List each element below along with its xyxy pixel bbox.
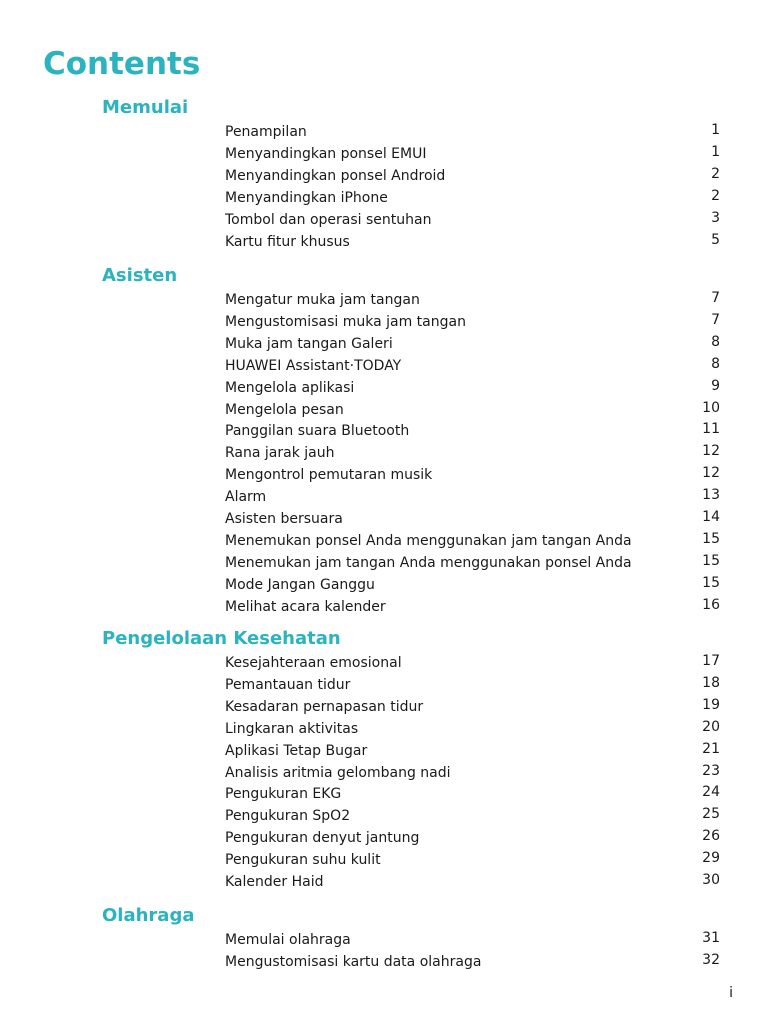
toc-entry-label[interactable]: Menyandingkan ponsel EMUI <box>225 145 427 162</box>
toc-entry[interactable] <box>0 420 768 442</box>
toc-entry[interactable] <box>0 486 768 508</box>
toc-entry-page[interactable]: 5 <box>711 231 720 248</box>
toc-entry[interactable] <box>0 355 768 377</box>
toc-entry-page[interactable]: 9 <box>711 377 720 394</box>
toc-entry-label[interactable]: Mengelola aplikasi <box>225 379 355 396</box>
section-title: Memulai <box>102 97 189 118</box>
toc-entry[interactable] <box>0 552 768 574</box>
toc-entry[interactable] <box>0 871 768 893</box>
toc-entry[interactable] <box>0 783 768 805</box>
toc-entry[interactable] <box>0 143 768 165</box>
toc-entry-page[interactable]: 8 <box>711 333 720 350</box>
section-title: Olahraga <box>102 905 195 926</box>
toc-entry[interactable] <box>0 464 768 486</box>
toc-entry[interactable] <box>0 827 768 849</box>
toc-entry-page[interactable]: 2 <box>711 187 720 204</box>
toc-entry-page[interactable]: 7 <box>711 290 720 306</box>
toc-entry-label[interactable]: Pemantauan tidur <box>225 676 351 693</box>
toc-entry-label[interactable]: Alarm <box>225 489 267 506</box>
toc-entry[interactable] <box>0 209 768 231</box>
toc-entry-page[interactable]: 7 <box>711 311 720 328</box>
toc-entry-label[interactable]: Muka jam tangan Galeri <box>225 335 393 352</box>
toc-entry-page[interactable]: 12 <box>702 443 720 460</box>
toc-entry-page[interactable]: 32 <box>702 951 720 968</box>
toc-entry-label[interactable]: Pengukuran denyut jantung <box>225 830 420 847</box>
toc-entry-page[interactable]: 16 <box>702 596 720 613</box>
toc-entry-label[interactable]: Panggilan suara Bluetooth <box>225 423 410 440</box>
toc-entry-label[interactable]: Melihat acara kalender <box>225 598 386 615</box>
page-number: i <box>729 985 733 1001</box>
toc-entry[interactable] <box>0 508 768 530</box>
toc-entry-label[interactable]: Lingkaran aktivitas <box>225 720 359 737</box>
toc-entry-label[interactable]: Mengelola pesan <box>225 401 344 418</box>
toc-entry-page[interactable]: 2 <box>711 165 720 182</box>
toc-entry-label[interactable]: Menyandingkan ponsel Android <box>225 167 446 184</box>
toc-entry[interactable] <box>0 187 768 209</box>
toc-entry-page[interactable]: 18 <box>702 674 720 691</box>
toc-entry-label[interactable]: Analisis aritmia gelombang nadi <box>225 764 451 781</box>
toc-entry[interactable] <box>0 399 768 421</box>
toc-entry-label[interactable]: Kalender Haid <box>225 874 324 890</box>
toc-entry-page[interactable]: 14 <box>702 509 720 525</box>
toc-entry-label[interactable]: Mengustomisasi kartu data olahraga <box>225 953 482 970</box>
toc-entry-page[interactable]: 1 <box>711 122 720 138</box>
toc-entry-page[interactable]: 24 <box>702 784 720 801</box>
toc-entry-label[interactable]: Kesadaran pernapasan tidur <box>225 698 424 715</box>
toc-entry[interactable] <box>0 849 768 871</box>
toc-entry-label[interactable]: Pengukuran suhu kulit <box>225 852 381 869</box>
toc-entry-label[interactable]: Pengukuran SpO2 <box>225 808 351 825</box>
toc-entry-label[interactable]: Tombol dan operasi sentuhan <box>225 211 432 228</box>
toc-entry-label[interactable]: Pengukuran EKG <box>225 786 342 803</box>
toc-entry-label[interactable]: Mengatur muka jam tangan <box>225 292 420 308</box>
toc-entry[interactable] <box>0 333 768 355</box>
toc-entry[interactable] <box>0 530 768 552</box>
toc-entry[interactable] <box>0 805 768 827</box>
toc-entry-page[interactable]: 23 <box>702 762 720 779</box>
toc-entry-label[interactable]: Menyandingkan iPhone <box>225 189 388 206</box>
toc-entry-page[interactable]: 31 <box>702 930 720 946</box>
toc-entry-label[interactable]: Kesejahteraan emosional <box>225 655 402 671</box>
toc-entry-page[interactable]: 29 <box>702 850 720 867</box>
toc-entry-page[interactable]: 15 <box>702 552 720 569</box>
toc-entry[interactable] <box>0 740 768 762</box>
toc-entry-page[interactable]: 26 <box>702 828 720 845</box>
toc-entry-label[interactable]: Mengontrol pemutaran musik <box>225 467 433 484</box>
toc-entry-page[interactable]: 3 <box>711 209 720 226</box>
toc-entry-label[interactable]: Asisten bersuara <box>225 511 343 527</box>
toc-entry-label[interactable]: Rana jarak jauh <box>225 445 335 462</box>
toc-entry-page[interactable]: 19 <box>702 696 720 713</box>
toc-entry[interactable] <box>0 718 768 740</box>
toc-entry-page[interactable]: 25 <box>702 806 720 823</box>
toc-entry-label[interactable]: Penampilan <box>225 124 307 140</box>
toc-entry-label[interactable]: Aplikasi Tetap Bugar <box>225 742 368 759</box>
toc-entry[interactable] <box>0 762 768 784</box>
toc-entry[interactable] <box>0 289 768 311</box>
page-title: Contents <box>43 46 201 82</box>
toc-entry-label[interactable]: Mengustomisasi muka jam tangan <box>225 313 466 330</box>
toc-entry-page[interactable]: 8 <box>711 355 720 372</box>
toc-entry[interactable] <box>0 311 768 333</box>
toc-entry[interactable] <box>0 674 768 696</box>
toc-entry-page[interactable]: 11 <box>702 421 720 438</box>
toc-entry[interactable] <box>0 442 768 464</box>
toc-entry-page[interactable]: 13 <box>702 487 720 504</box>
toc-entry-page[interactable]: 17 <box>702 653 720 669</box>
toc-entry-page[interactable]: 21 <box>702 740 720 757</box>
toc-entry-label[interactable]: Memulai olahraga <box>225 932 351 948</box>
toc-entry[interactable] <box>0 165 768 187</box>
section-title: Pengelolaan Kesehatan <box>102 628 341 649</box>
toc-entry[interactable] <box>0 696 768 718</box>
toc-entry[interactable] <box>0 951 768 973</box>
toc-entry[interactable] <box>0 377 768 399</box>
toc-entry-page[interactable]: 15 <box>702 530 720 547</box>
toc-entry-page[interactable]: 12 <box>702 465 720 482</box>
toc-entry-page[interactable]: 15 <box>702 574 720 591</box>
toc-entry-label[interactable]: HUAWEI Assistant·TODAY <box>225 357 402 374</box>
toc-entry-page[interactable]: 20 <box>702 718 720 735</box>
toc-entry[interactable] <box>0 652 768 674</box>
toc-entry[interactable] <box>0 596 768 618</box>
toc-entry-label[interactable]: Menemukan ponsel Anda menggunakan jam tangan Anda <box>225 532 632 549</box>
toc-entry[interactable] <box>0 121 768 143</box>
toc-entry-page[interactable]: 10 <box>702 399 720 416</box>
toc-entry[interactable] <box>0 929 768 951</box>
toc-entry[interactable] <box>0 231 768 253</box>
toc-entry-label[interactable]: Menemukan jam tangan Anda menggunakan ponsel Anda <box>225 554 632 571</box>
toc-entry-page[interactable]: 1 <box>711 143 720 160</box>
toc-entry-label[interactable]: Kartu fitur khusus <box>225 233 350 250</box>
toc-entry-page[interactable]: 30 <box>702 872 720 888</box>
section-title: Asisten <box>102 265 178 286</box>
toc-entry[interactable] <box>0 574 768 596</box>
toc-entry-label[interactable]: Mode Jangan Ganggu <box>225 576 375 593</box>
